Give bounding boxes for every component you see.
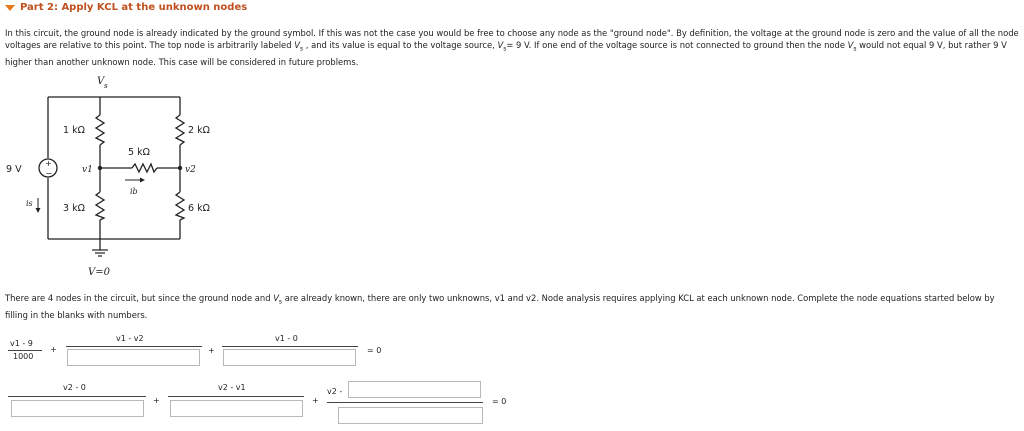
eq2-fraction-bar-3 — [327, 402, 483, 403]
resistor-3k — [96, 192, 104, 220]
is-label: is — [26, 199, 33, 208]
eq1-fraction-bar-1 — [8, 350, 42, 351]
eq2-rhs: = 0 — [492, 397, 507, 406]
is-arrowhead — [36, 208, 41, 213]
eq1-term1-numerator: v1 - 9 — [10, 339, 33, 348]
eq1-term3-numerator: v1 - 0 — [275, 334, 298, 343]
v2-label: v2 — [185, 165, 196, 175]
ib-arrowhead — [140, 178, 145, 183]
circuit-wires — [45, 97, 180, 250]
eq2-numerator-input[interactable] — [348, 381, 481, 398]
eq1-plus-2: + — [208, 346, 215, 355]
resistor-5k — [132, 164, 157, 172]
eq1-fraction-bar-3 — [222, 346, 358, 347]
eq1-rhs: = 0 — [367, 346, 382, 355]
source-plus: + — [45, 159, 52, 168]
source-minus: − — [45, 169, 53, 178]
circuit-diagram — [0, 72, 260, 282]
resistor-6k — [176, 192, 184, 220]
intro-paragraph: In this circuit, the ground node is already indicated by the ground symbol. If this was not the case you would be free to choose any node as the "ground node". By definition, the voltage at the ground node is zero and the value of all the node voltages are relative to this point. The top node is arbitrarily labeled $V_s$ , and its value is equal to the voltage source, $V_s= 9$ V. If one end of the voltage source is not connected to ground then the node $V_s$ would not equal 9 V, but rather 9 V higher than another unknown node. This case will be considered in future problems. — [5, 28, 1019, 67]
eq1-fraction-bar-2 — [66, 346, 202, 347]
part-header[interactable] — [5, 2, 247, 13]
r6-label: 6 kΩ — [188, 203, 210, 214]
ground-label: V=0 — [88, 267, 110, 278]
v1-label: v1 — [82, 165, 93, 175]
node-v1-dot — [98, 166, 102, 170]
eq2-fraction-bar-2 — [168, 396, 304, 397]
eq1-denominator-input-2[interactable] — [223, 349, 356, 366]
node-v2-dot — [178, 166, 182, 170]
ib-label: ib — [130, 187, 138, 196]
eq2-term2-numerator: v2 - v1 — [218, 383, 246, 392]
eq2-denominator-input-3[interactable] — [338, 407, 483, 424]
nodes-paragraph: There are 4 nodes in the circuit, but since the ground node and $V_s$ are already known, there are only two unknowns, v1 and v2. Node analysis requires applying KCL at each unknown node. Complete the node equations started below by filling in the blanks with numbers. — [5, 293, 995, 320]
eq1-plus-1: + — [50, 345, 57, 354]
eq2-denominator-input-2[interactable] — [170, 400, 303, 417]
eq2-denominator-input-1[interactable] — [11, 400, 144, 417]
vs-symbol: V — [294, 40, 300, 50]
resistor-2k — [176, 115, 184, 145]
eq2-term1-numerator: v2 - 0 — [63, 383, 86, 392]
eq2-plus-2: + — [312, 396, 319, 405]
eq2-term3-numerator: v2 - — [327, 387, 343, 396]
eq1-term1-denominator: 1000 — [13, 352, 34, 361]
eq2-fraction-bar-1 — [8, 396, 146, 397]
ground-symbol — [92, 250, 108, 256]
r2-label: 2 kΩ — [188, 125, 210, 136]
r5-label: 5 kΩ — [128, 147, 150, 158]
part-title: Part 2: Apply KCL at the unknown nodes — [20, 2, 248, 13]
top-node-label: V — [97, 76, 105, 87]
collapse-triangle-icon[interactable] — [5, 5, 15, 11]
eq2-plus-1: + — [153, 396, 160, 405]
eq1-denominator-input-1[interactable] — [67, 349, 200, 366]
resistor-1k — [96, 115, 104, 145]
r1-label: 1 kΩ — [63, 125, 85, 136]
eq1-term2-numerator: v1 - v2 — [116, 334, 144, 343]
source-label: 9 V — [6, 164, 22, 175]
r3-label: 3 kΩ — [63, 203, 85, 214]
svg-text:s: s — [104, 82, 108, 90]
